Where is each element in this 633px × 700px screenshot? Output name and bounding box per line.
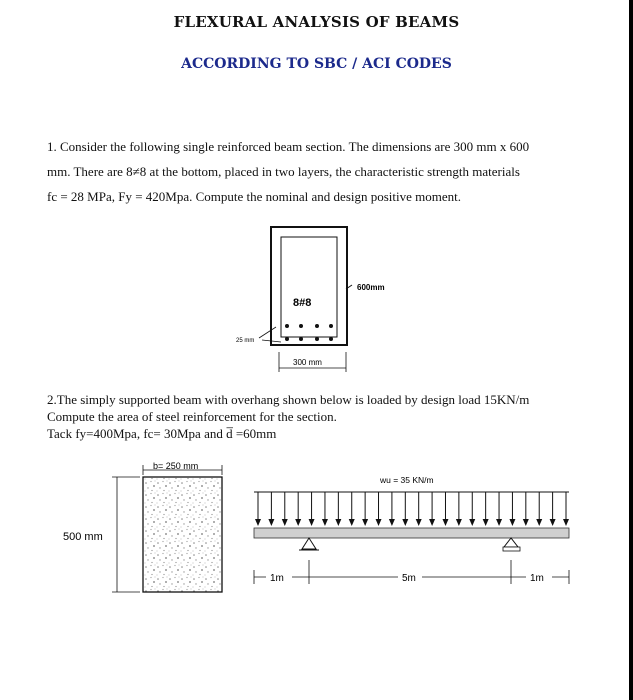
concrete-section — [143, 477, 222, 592]
problem-1-line: mm. There are 8≠8 at the bottom, placed in two layers, the characteristic strength materials — [47, 164, 520, 179]
load-arrow-head — [402, 519, 408, 526]
load-arrow-head — [442, 519, 448, 526]
roller-support-base — [503, 547, 520, 551]
load-arrow-head — [376, 519, 382, 526]
page-subtitle: ACCORDING TO SBC / ACI CODES — [181, 56, 452, 72]
load-arrow-head — [349, 519, 355, 526]
load-arrow-head — [362, 519, 368, 526]
load-arrow-head — [282, 519, 288, 526]
load-arrow-head — [255, 519, 261, 526]
load-arrow-head — [268, 519, 274, 526]
cover-label: 25 mm — [236, 338, 255, 344]
beam-body — [254, 528, 569, 538]
problem-1-line: fc = 28 MPa, Fy = 420Mpa. Compute the nominal and design positive moment. — [47, 189, 462, 204]
load-arrow-head — [456, 519, 462, 526]
height-label: 600mm — [357, 283, 385, 292]
span-mid-label: 5m — [402, 573, 416, 584]
load-arrow-head — [536, 519, 542, 526]
problem-1-line: 1. Consider the following single reinforced beam section. The dimensions are 300 mm x 600 — [47, 139, 530, 154]
span-right-label: 1m — [530, 573, 544, 584]
width-label: 300 mm — [293, 358, 322, 367]
load-arrow-head — [322, 519, 328, 526]
problem-2-line: Compute the area of steel reinforcement for the section. — [47, 409, 337, 424]
page-title: FLEXURAL ANALYSIS OF BEAMS — [173, 13, 460, 31]
load-arrow-head — [416, 519, 422, 526]
load-arrow-head — [389, 519, 395, 526]
load-arrow-head — [335, 519, 341, 526]
load-arrow-head — [309, 519, 315, 526]
load-arrow-head — [523, 519, 529, 526]
problem-2-line: 2.The simply supported beam with overhang shown below is loaded by design load 15KN/m — [47, 392, 530, 407]
load-arrow-head — [483, 519, 489, 526]
span-left-label: 1m — [270, 573, 284, 584]
load-arrow-head — [496, 519, 502, 526]
load-arrow-head — [509, 519, 515, 526]
load-arrow-head — [563, 519, 569, 526]
problem-2-line: Tack fy=400Mpa, fc= 30Mpa and d̅ =60mm — [47, 426, 277, 441]
load-arrow-head — [429, 519, 435, 526]
load-arrow-head — [295, 519, 301, 526]
load-arrow-head — [550, 519, 556, 526]
load-label: wu = 35 KN/m — [380, 475, 434, 485]
load-arrow-head — [469, 519, 475, 526]
load-arrows — [255, 492, 569, 526]
roller-support — [504, 538, 518, 547]
b-label: b= 250 mm — [153, 461, 199, 471]
pin-support — [302, 538, 316, 549]
h-label: 500 mm — [63, 531, 103, 543]
bars-label: 8#8 — [293, 297, 312, 309]
